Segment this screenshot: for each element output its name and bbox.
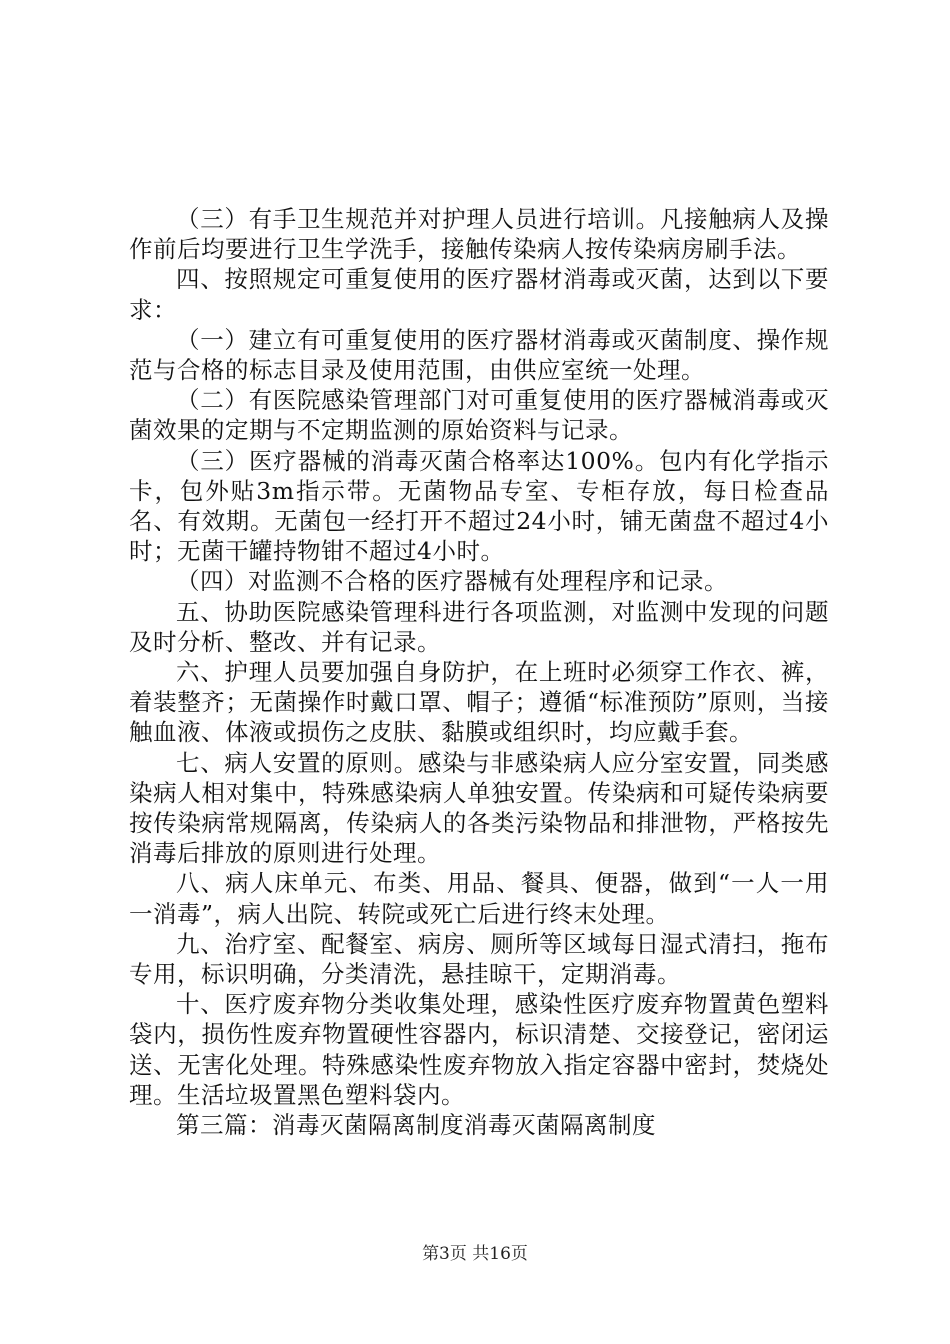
paragraph-item-8: 八、病人床单元、布类、用品、餐具、便器，做到“一人一用一消毒”，病人出院、转院或死亡后进行终末处理。 bbox=[129, 869, 829, 928]
paragraph-item-4-3: （三）医疗器械的消毒灭菌合格率达100%。包内有化学指示卡，包外贴3m指示带。无菌物品专室、专柜存放，每日检查品名、有效期。无菌包一经打开不超过24小时，铺无菌盘不超过4小时；无菌干罐持物钳不超过4小时。 bbox=[129, 446, 829, 566]
section-heading: 第三篇：消毒灭菌隔离制度消毒灭菌隔离制度 bbox=[176, 1111, 656, 1140]
page-footer: 第3页 共16页 bbox=[422, 1244, 528, 1264]
paragraph-item-4-2: （二）有医院感染管理部门对可重复使用的医疗器械消毒或灭菌效果的定期与不定期监测的原始资料与记录。 bbox=[129, 386, 829, 445]
paragraph-item-10: 十、医疗废弃物分类收集处理，感染性医疗废弃物置黄色塑料袋内，损伤性废弃物置硬性容器内，标识清楚、交接登记，密闭运送、无害化处理。特殊感染性废弃物放入指定容器中密封，焚烧处理。生活垃圾置黑色塑料袋内。 bbox=[129, 990, 829, 1109]
paragraph-item-6: 六、护理人员要加强自身防护，在上班时必须穿工作衣、裤，着装整齐；无菌操作时戴口罩、帽子；遵循“标准预防”原则，当接触血液、体液或损伤之皮肤、黏膜或组织时，均应戴手套。 bbox=[129, 658, 829, 747]
paragraph-item-4-4: （四）对监测不合格的医疗器械有处理程序和记录。 bbox=[176, 567, 728, 596]
paragraph-item-5: 五、协助医院感染管理科进行各项监测，对监测中发现的问题及时分析、整改、并有记录。 bbox=[129, 597, 829, 656]
paragraph-hand-hygiene: （三）有手卫生规范并对护理人员进行培训。凡接触病人及操作前后均要进行卫生学洗手，接触传染病人按传染病房刷手法。 bbox=[129, 205, 829, 264]
paragraph-item-7: 七、病人安置的原则。感染与非感染病人应分室安置，同类感染病人相对集中，特殊感染病人单独安置。传染病和可疑传染病要按传染病常规隔离，传染病人的各类污染物品和排泄物，严格按先消毒后排放的原则进行处理。 bbox=[129, 748, 829, 868]
paragraph-item-4-1: （一）建立有可重复使用的医疗器材消毒或灭菌制度、操作规范与合格的标志目录及使用范围，由供应室统一处理。 bbox=[129, 325, 829, 385]
document-body bbox=[129, 204, 829, 1140]
paragraph-item-9: 九、治疗室、配餐室、病房、厕所等区域每日湿式清扫，拖布专用，标识明确，分类清洗，悬挂晾干，定期消毒。 bbox=[129, 929, 829, 989]
paragraph-item-4: 四、按照规定可重复使用的医疗器材消毒或灭菌，达到以下要求： bbox=[129, 265, 829, 324]
